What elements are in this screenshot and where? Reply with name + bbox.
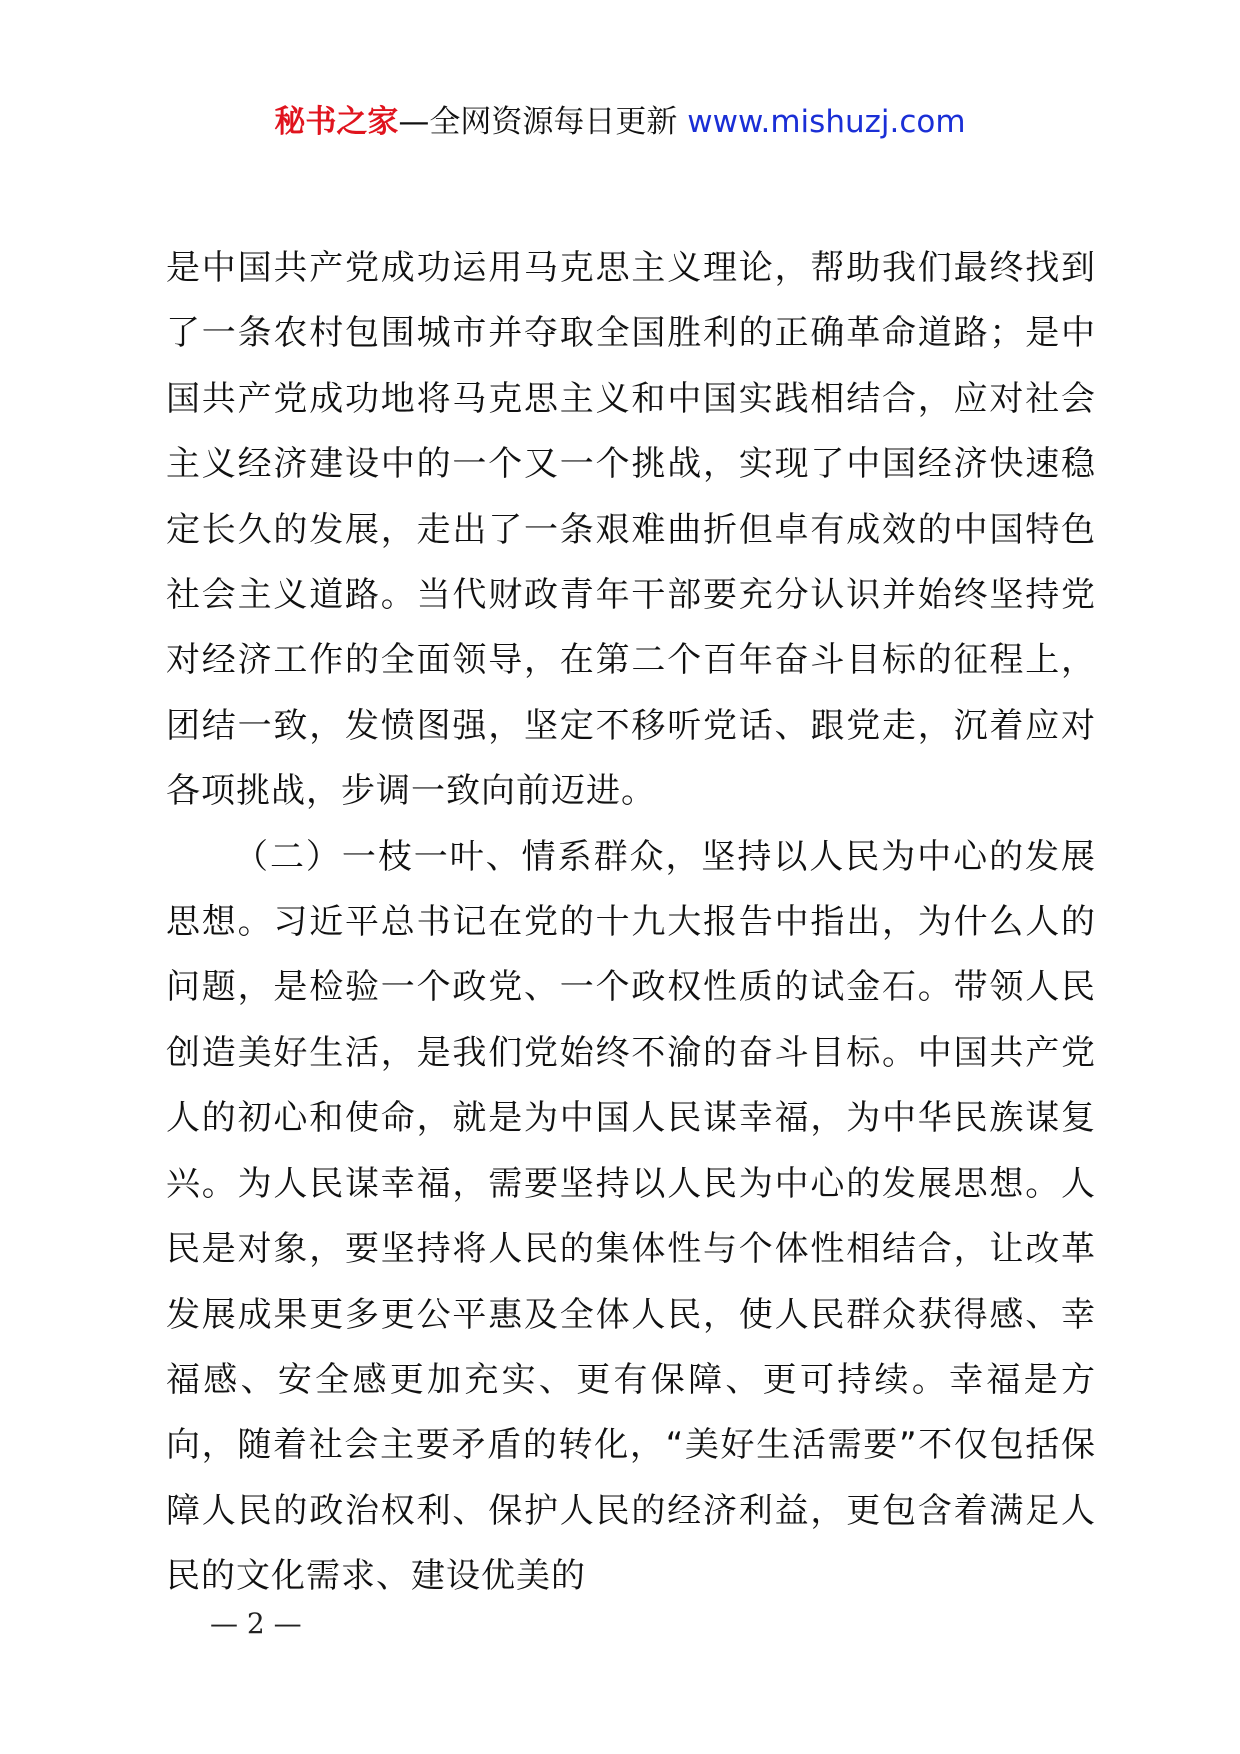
- header-tagline: —全网资源每日更新: [398, 104, 678, 140]
- page-number: — 2 —: [210, 1607, 302, 1640]
- paragraph-continued: 是中国共产党成功运用马克思主义理论，帮助我们最终找到了一条农村包围城市并夺取全国胜利的正确革命道路；是中国共产党成功地将马克思主义和中国实践相结合，应对社会主义经济建设中的一个又一个挑战，实现了中国经济快速稳定长久的发展，走出了一条艰难曲折但卓有成效的中国特色社会主义道路。当代财政青年干部要充分认识并始终坚持党对经济工作的全面领导，在第二个百年奋斗目标的征程上，团结一致，发愤图强，坚定不移听党话、跟党走，沉着应对各项挑战，步调一致向前迈进。: [166, 248, 1096, 812]
- page-header: [0, 100, 1240, 144]
- header-brand: 秘书之家: [274, 104, 399, 140]
- document-body: [166, 236, 1096, 1610]
- paragraph-section-two: （二）一枝一叶、情系群众，坚持以人民为中心的发展思想。习近平总书记在党的十九大报告中指出，为什么人的问题，是检验一个政党、一个政权性质的试金石。带领人民创造美好生活，是我们党始终不渝的奋斗目标。中国共产党人的初心和使命，就是为中国人民谋幸福，为中华民族谋复兴。为人民谋幸福，需要坚持以人民为中心的发展思想。人民是对象，要坚持将人民的集体性与个体性相结合，让改革发展成果更多更公平惠及全体人民，使人民群众获得感、幸福感、安全感更加充实、更有保障、更可持续。幸福是方向，随着社会主要矛盾的转化，“美好生活需要”不仅包括保障人民的政治权利、保护人民的经济利益，更包含着满足人民的文化需求、建设优美的: [166, 836, 1096, 1597]
- header-url-link[interactable]: www.mishuzj.com: [687, 104, 966, 140]
